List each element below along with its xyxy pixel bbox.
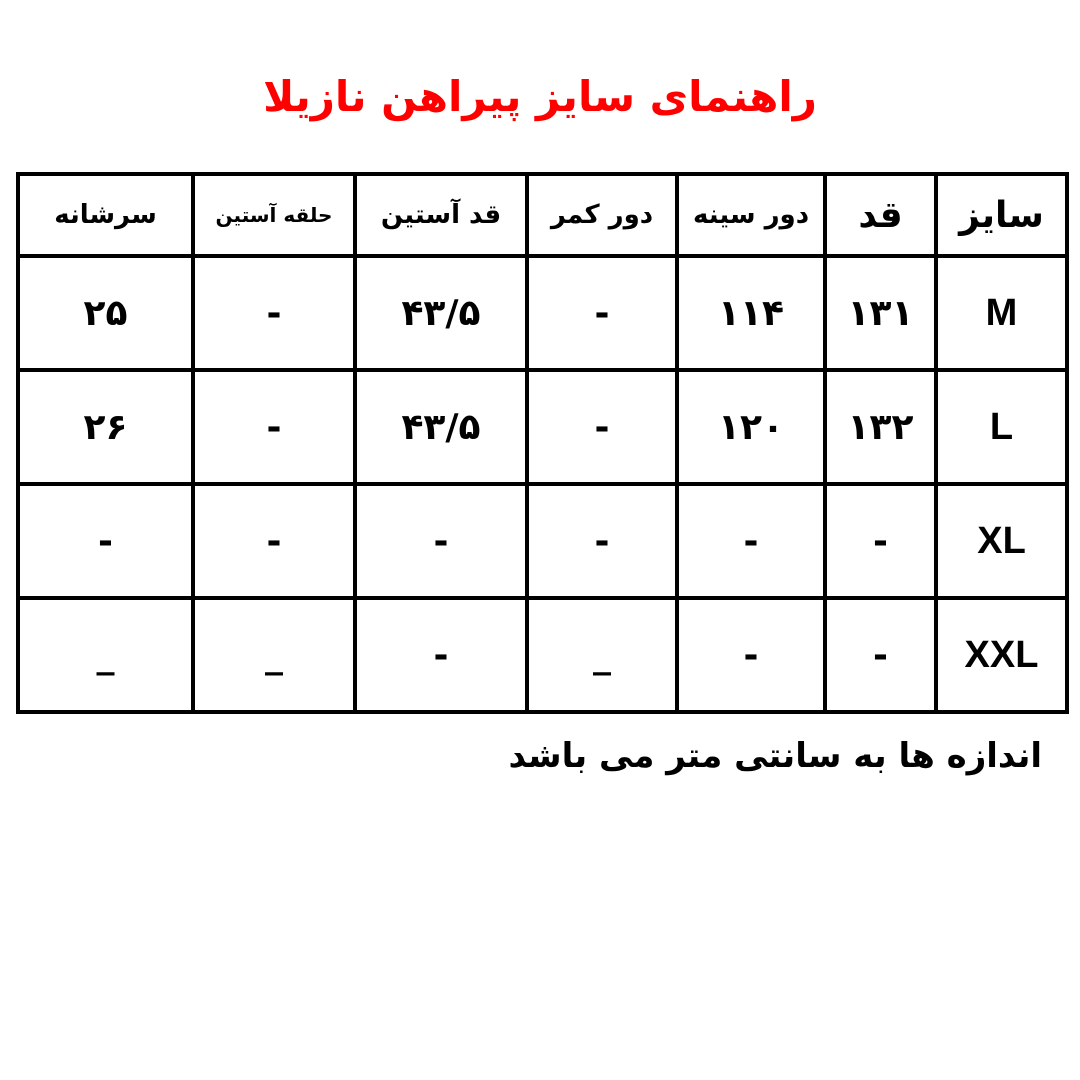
cell-chest: -: [677, 598, 825, 712]
table-row: [18, 256, 1067, 370]
cell-armhole: -: [193, 256, 355, 370]
cell-length: -: [825, 484, 936, 598]
cell-shoulder: _: [18, 598, 193, 712]
cell-length: ۱۳۱: [825, 256, 936, 370]
cell-sleeve-length: ۴۳/۵: [355, 370, 527, 484]
table-row: [18, 484, 1067, 598]
table-header-row: [18, 174, 1067, 256]
cell-length: ۱۳۲: [825, 370, 936, 484]
cell-size: L: [936, 370, 1067, 484]
cell-size: XL: [936, 484, 1067, 598]
header-armhole: حلقه آستین: [193, 174, 355, 256]
cell-size: XXL: [936, 598, 1067, 712]
cell-waist: _: [527, 598, 677, 712]
header-size: سایز: [936, 174, 1067, 256]
cell-waist: -: [527, 256, 677, 370]
header-sleeve-length: قد آستین: [355, 174, 527, 256]
cell-waist: -: [527, 370, 677, 484]
page-title: راهنمای سایز پیراهن نازیلا: [263, 72, 817, 121]
cell-chest: -: [677, 484, 825, 598]
size-guide-table: [16, 172, 1069, 714]
cell-armhole: -: [193, 370, 355, 484]
header-waist: دور کمر: [527, 174, 677, 256]
units-note: اندازه ها به سانتی متر می باشد: [508, 736, 1042, 776]
cell-sleeve-length: -: [355, 598, 527, 712]
header-shoulder: سرشانه: [18, 174, 193, 256]
cell-armhole: _: [193, 598, 355, 712]
cell-waist: -: [527, 484, 677, 598]
cell-sleeve-length: -: [355, 484, 527, 598]
cell-shoulder: ۲۵: [18, 256, 193, 370]
cell-length: -: [825, 598, 936, 712]
cell-chest: ۱۱۴: [677, 256, 825, 370]
cell-size: M: [936, 256, 1067, 370]
header-chest: دور سینه: [677, 174, 825, 256]
table-row: [18, 598, 1067, 712]
cell-shoulder: -: [18, 484, 193, 598]
cell-sleeve-length: ۴۳/۵: [355, 256, 527, 370]
cell-shoulder: ۲۶: [18, 370, 193, 484]
cell-armhole: -: [193, 484, 355, 598]
cell-chest: ۱۲۰: [677, 370, 825, 484]
header-length: قد: [825, 174, 936, 256]
table-row: [18, 370, 1067, 484]
